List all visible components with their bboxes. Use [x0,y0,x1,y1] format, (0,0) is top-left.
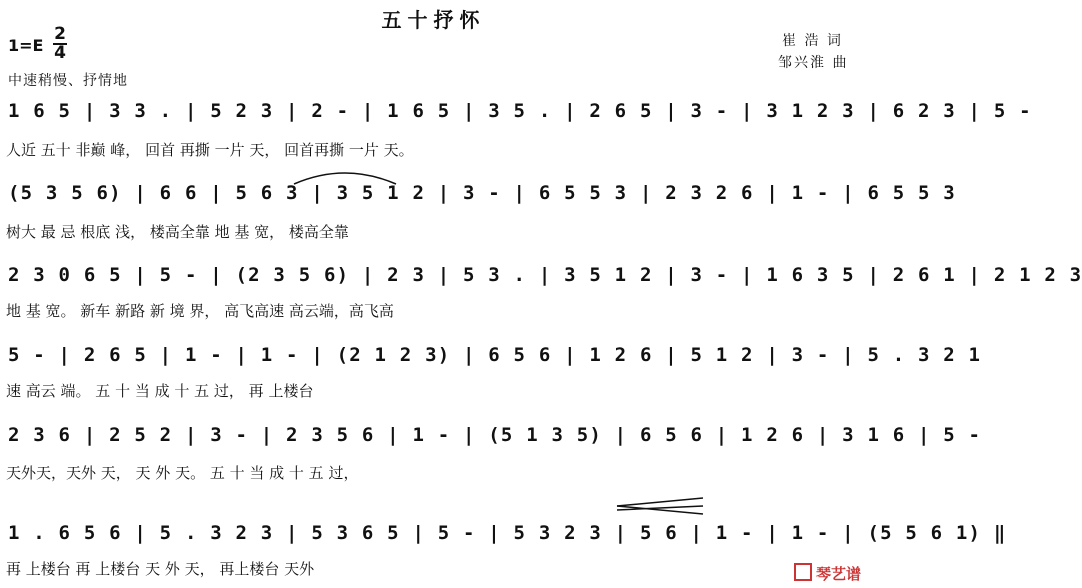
page-title: 五十抒怀 [381,8,486,32]
tempo-marking: 中速稍慢、抒情地 [8,73,128,89]
decrescendo-mark [615,496,705,516]
notes-row-6: 1 . 6 5 6 | 5 . 3 2 3 | 5 3 6 5 | 5 - | 5 3 2 3 | 5 6 | 1 - | 1 - | (5 5 6 1) ‖ [8,522,1007,544]
notes-row-3: 2 3 0 6 5 | 5 - | (2 3 5 6) | 2 3 | 5 3 . | 3 5 1 2 | 3 - | 1 6 3 5 | 2 6 1 | 2 1 2 3 [8,264,1082,286]
time-bottom: 4 [54,43,66,63]
lyrics-row-4: 速 高云 端。 五 十 当 成 十 五 过， 再 上楼台 [6,382,314,400]
notes-row-5: 2 3 6 | 2 5 2 | 3 - | 2 3 5 6 | 1 - | (5 1 3 5) | 6 5 6 | 1 2 6 | 3 1 6 | 5 - [8,424,982,446]
lyrics-row-1: 人近 五十 非巅 峰， 回首 再撕 一片 天， 回首再撕 一片 天。 [6,141,414,159]
notes-row-4: 5 - | 2 6 5 | 1 - | 1 - | (2 1 2 3) | 6 5 6 | 1 2 6 | 5 1 2 | 3 - | 5 . 3 2 1 [8,344,982,366]
watermark: 琴艺谱 [794,563,861,584]
lyricist: 崔 浩 词 [782,33,843,49]
tie-arc [290,166,400,186]
lyrics-row-5: 天外天，天外 天， 天 外 天。 五 十 当 成 十 五 过， [6,464,359,482]
notes-row-1: 1 6 5 | 3 3 . | 5 2 3 | 2 - | 1 6 5 | 3 5 . | 2 6 5 | 3 - | 3 1 2 3 | 6 2 3 | 5 - [8,100,1032,122]
composer: 邹兴淮 曲 [778,55,849,71]
key-signature: 1=E [8,36,44,55]
time-top: 2 [54,24,66,44]
lyrics-row-3: 地 基 宽。 新车 新路 新 境 界， 高飞高速 高云端，高飞高 [6,302,394,320]
logo-icon [794,563,812,581]
time-signature [53,26,67,62]
lyrics-row-6: 再 上楼台 再 上楼台 天 外 天， 再上楼台 天外 [6,560,315,578]
notes-row-2: (5 3 5 6) | 6 6 | 5 6 3 | 3 5 1 2 | 3 - | 6 5 5 3 | 2 3 2 6 | 1 - | 6 5 5 3 [8,182,956,204]
lyrics-row-2: 树大 最 忌 根底 浅， 楼高全靠 地 基 宽， 楼高全靠 [6,223,349,241]
